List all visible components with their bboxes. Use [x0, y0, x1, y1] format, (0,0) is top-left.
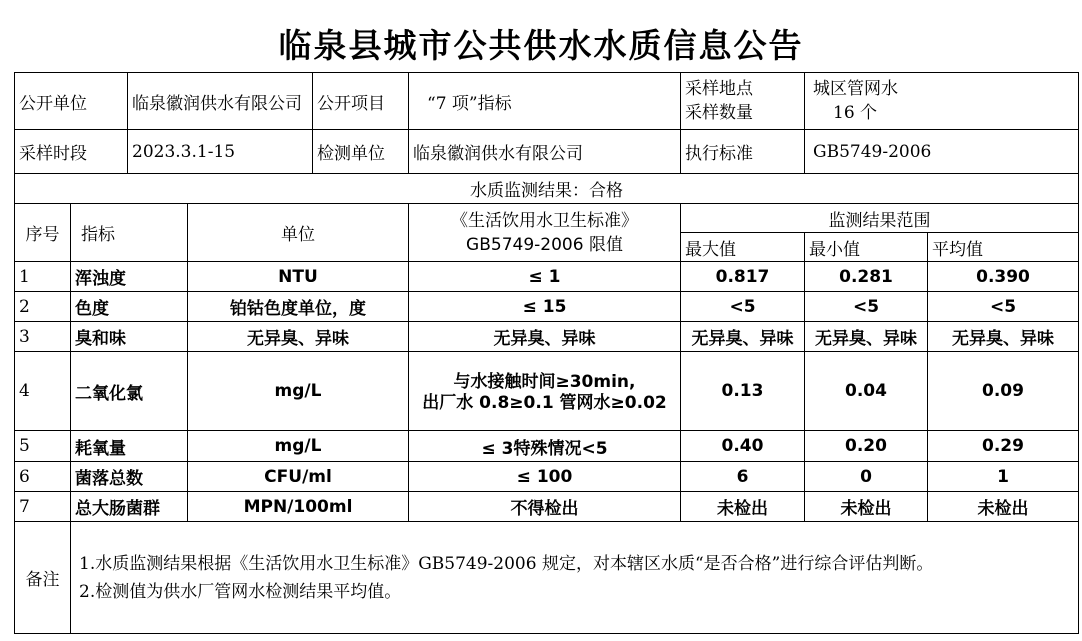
site-value: 城区管网水 — [813, 79, 898, 99]
row-limit: ≤ 100 — [409, 462, 681, 492]
note-line-2: 2.检测值为供水厂管网水检测结果平均值。 — [79, 581, 402, 602]
period-value: 2023.3.1-15 — [128, 130, 313, 174]
row-avg: 1 — [928, 462, 1079, 492]
table-row — [15, 431, 1079, 462]
test-unit-value: 临泉徽润供水有限公司 — [409, 130, 681, 174]
table-row — [15, 292, 1079, 322]
row-min: <5 — [805, 292, 928, 322]
row-max: 无异臭、异味 — [681, 322, 805, 352]
row-unit: CFU/ml — [188, 462, 409, 492]
row-avg: 0.390 — [928, 262, 1079, 292]
water-quality-table — [14, 72, 1079, 634]
row-unit: mg/L — [188, 352, 409, 431]
unit-value: 临泉徽润供水有限公司 — [128, 73, 313, 130]
table-row — [15, 262, 1079, 292]
header-row-1 — [15, 204, 1079, 233]
row-limit — [409, 352, 681, 431]
row-avg: 无异臭、异味 — [928, 322, 1079, 352]
row-indicator: 色度 — [71, 292, 188, 322]
site-count-labels — [681, 73, 805, 130]
item-label: 公开项目 — [313, 73, 409, 130]
notes-label: 备注 — [15, 522, 71, 634]
header-indicator: 指标 — [71, 204, 188, 262]
row-no: 5 — [15, 431, 71, 462]
row-min: 无异臭、异味 — [805, 322, 928, 352]
row-no: 7 — [15, 492, 71, 522]
row-min: 0.281 — [805, 262, 928, 292]
site-label: 采样地点 — [685, 79, 753, 99]
row-no: 2 — [15, 292, 71, 322]
row-indicator: 浑浊度 — [71, 262, 188, 292]
header-avg: 平均值 — [928, 233, 1079, 262]
row-avg: 未检出 — [928, 492, 1079, 522]
notes-row — [15, 522, 1079, 634]
row-no: 1 — [15, 262, 71, 292]
row-avg: <5 — [928, 292, 1079, 322]
header-range: 监测结果范围 — [681, 204, 1079, 233]
header-no: 序号 — [15, 204, 71, 262]
table-row — [15, 352, 1079, 431]
row-max: 未检出 — [681, 492, 805, 522]
row-limit: ≤ 3特殊情况<5 — [409, 431, 681, 462]
table-row — [15, 492, 1079, 522]
notes-content — [71, 522, 1079, 634]
row-limit: 无异臭、异味 — [409, 322, 681, 352]
table-row — [15, 322, 1079, 352]
row-avg: 0.09 — [928, 352, 1079, 431]
page-title: 临泉县城市公共供水水质信息公告 — [278, 26, 804, 65]
header-max: 最大值 — [681, 233, 805, 262]
unit-label: 公开单位 — [15, 73, 128, 130]
row-max: 6 — [681, 462, 805, 492]
period-label: 采样时段 — [15, 130, 128, 174]
result-row — [15, 174, 1079, 204]
result-line: 水质监测结果：合格 — [15, 174, 1079, 204]
row-max: 0.13 — [681, 352, 805, 431]
info-row-2 — [15, 130, 1079, 174]
standard-value: GB5749-2006 — [805, 130, 1079, 174]
info-row-1 — [15, 73, 1079, 130]
table-row — [15, 462, 1079, 492]
count-label: 采样数量 — [685, 103, 753, 123]
row-no: 4 — [15, 352, 71, 431]
test-unit-label: 检测单位 — [313, 130, 409, 174]
row-unit: 无异臭、异味 — [188, 322, 409, 352]
row-unit: NTU — [188, 262, 409, 292]
row-no: 6 — [15, 462, 71, 492]
row-min: 未检出 — [805, 492, 928, 522]
row-indicator: 耗氧量 — [71, 431, 188, 462]
row-max: 0.40 — [681, 431, 805, 462]
row-indicator: 总大肠菌群 — [71, 492, 188, 522]
row-max: <5 — [681, 292, 805, 322]
row-limit: 不得检出 — [409, 492, 681, 522]
header-min: 最小值 — [805, 233, 928, 262]
note-line-1: 1.水质监测结果根据《生活饮用水卫生标准》GB5749-2006 规定，对本辖区水质“是否合格”进行综合评估判断。 — [79, 553, 934, 574]
row-indicator: 臭和味 — [71, 322, 188, 352]
row-min: 0 — [805, 462, 928, 492]
standard-label: 执行标准 — [681, 130, 805, 174]
row-avg: 0.29 — [928, 431, 1079, 462]
row-limit-line1: 与水接触时间≥30min, — [453, 372, 636, 392]
row-unit: mg/L — [188, 431, 409, 462]
row-limit-line2: 出厂水 0.8≥0.1 管网水≥0.02 — [422, 393, 667, 413]
header-unit: 单位 — [188, 204, 409, 262]
row-indicator: 二氧化氯 — [71, 352, 188, 431]
row-limit: ≤ 1 — [409, 262, 681, 292]
row-indicator: 菌落总数 — [71, 462, 188, 492]
item-value: “7 项”指标 — [409, 73, 681, 130]
site-count-values — [805, 73, 1079, 130]
header-limit — [409, 204, 681, 262]
header-limit-line2: GB5749-2006 限值 — [466, 234, 623, 255]
row-min: 0.04 — [805, 352, 928, 431]
header-limit-line1: 《生活饮用水卫生标准》 — [451, 210, 638, 231]
count-value: 16 个 — [833, 103, 878, 123]
row-unit: 铂钴色度单位，度 — [188, 292, 409, 322]
row-no: 3 — [15, 322, 71, 352]
row-limit: ≤ 15 — [409, 292, 681, 322]
row-max: 0.817 — [681, 262, 805, 292]
row-unit: MPN/100ml — [188, 492, 409, 522]
row-min: 0.20 — [805, 431, 928, 462]
